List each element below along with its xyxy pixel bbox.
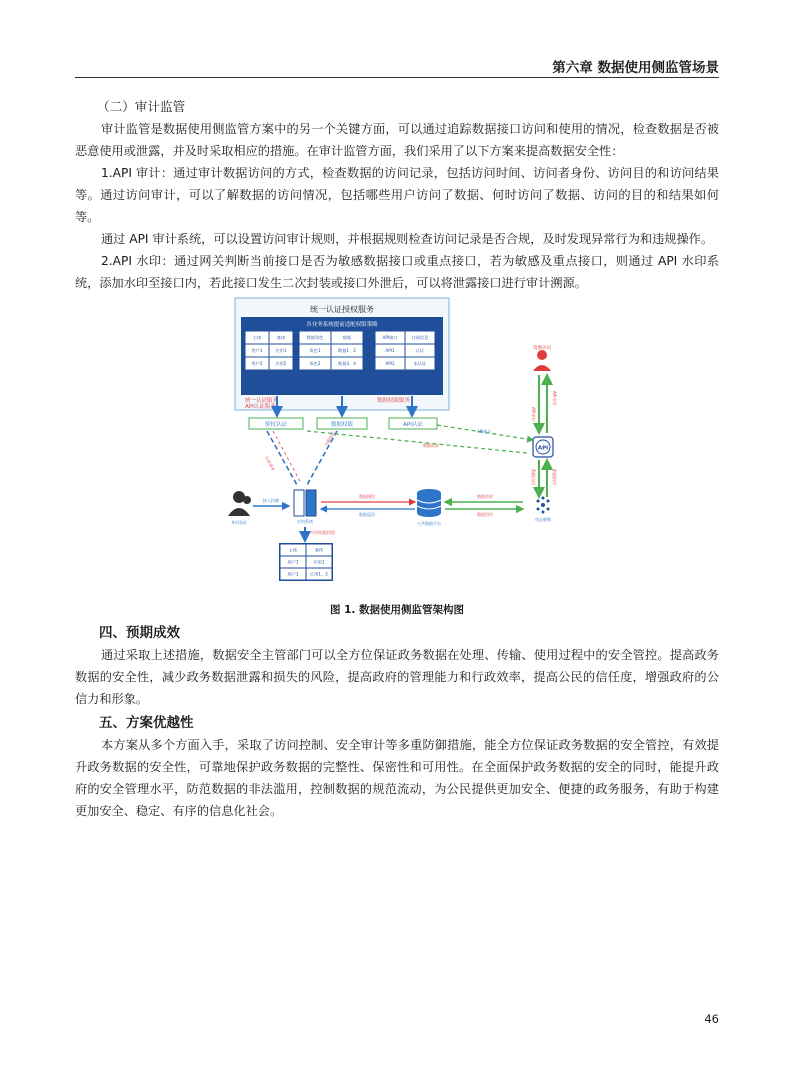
architecture-figure: [75, 297, 719, 597]
database-icon: [417, 489, 441, 517]
token-return-label: 令牌返回: [323, 430, 336, 448]
dynamic-masking-label: 动态脱敏: [535, 517, 551, 522]
paragraph: 通过采取上述措施，数据安全主管部门可以全方位保证政务数据在处理、传输、使用过程中的安全管控。提高政务数据的安全性，减少政务数据泄露和损失的风险，提高政府的管理能力和行政效率，提高公民的信任度，增强政府的公信力和形象。: [75, 648, 719, 706]
resource-access-label: 资源访问: [533, 346, 551, 351]
down-return-label: 数据回传: [552, 469, 557, 485]
app-auth-label: 鉴权认证: [264, 422, 288, 428]
api-watermark-label: API水印: [552, 391, 557, 406]
table-cell-text: 未认证: [413, 361, 427, 367]
api-auth-label: API认证: [403, 422, 423, 428]
service-api-label: API认证服务: [245, 404, 276, 410]
figure-caption: 图 1. 数据使用侧监管架构图: [329, 604, 465, 616]
user-verify-label: 身份验证: [231, 520, 247, 525]
auth-request-line: [267, 431, 297, 485]
table-cell-text: 角色2: [309, 361, 321, 367]
table-cell-text: 数据3、4: [338, 361, 356, 367]
paragraph: 通过 API 审计系统，可以设置访问审计规则，并根据规则检查访问记录是否合规，及时发现异常行为和违规操作。: [101, 232, 714, 246]
paragraph: 审计监管是数据使用侧监管方案中的另一个关键方面，可以通过追踪数据接口访问和使用的情况，检查数据是否被恶意使用或泄露，并及时采取相应的措施。在审计监管方面，我们采用了以下方案来提高数据安全性：: [75, 122, 719, 158]
api-interface-label: API接口: [477, 429, 492, 434]
api-gateway-label: API: [537, 445, 549, 452]
paragraph: 2.API 水印：通过网关判断当前接口是否为敏感数据接口或重点接口，若为敏感及重点接口，则通过 API 水印系统，添加水印至接口内，若此接口发生二次封装或接口外泄后，可以将泄露接口进行审计溯源。: [75, 254, 719, 290]
auth-service-title: 统一认证授权服务: [310, 305, 374, 314]
table-cell-text: 应用1: [275, 348, 287, 354]
person-body-icon: [533, 365, 551, 371]
table-cell-text: 主体: [252, 335, 262, 341]
table-cell-text: 用户2: [251, 361, 263, 367]
server-icon: [294, 490, 304, 516]
app-perm-label: 应用权限授权: [311, 530, 335, 535]
table-cell-text: API接口: [382, 335, 398, 341]
section-results-heading: 四、预期成效: [99, 625, 180, 641]
table-cell-text: 数据: [342, 335, 352, 341]
table-cell-text: 应用1: [313, 559, 325, 565]
header-divider: [75, 77, 719, 78]
paragraph: 本方案从多个方面入手，采取了访问控制、安全审计等多重防御措施，能全方位保证政务数据的安全管控，有效提升政务数据的安全性，可靠地保护政务数据的完整性、保密性和可用性。在全面保护政务数据的安全的同时，能提升政府的安全管理水平，防范数据的非法滥用，控制数据的规范流动，为公民提供更加安全、便捷的政务服务，有助于构建更加安全、稳定、有序的信息化社会。: [75, 738, 719, 818]
table-cell-text: API1: [385, 348, 395, 354]
auth-request-label: 认证请求: [264, 455, 277, 472]
table-cell-text: 主体: [288, 547, 298, 553]
data-return-label: 数据返回: [359, 512, 375, 517]
service-auth-label: 统一认证服务: [245, 398, 279, 404]
access-control-label: 接入控制: [263, 498, 279, 503]
table-cell-text: 客体: [276, 335, 286, 341]
policy-title: 各业务系统提前适配权限策略: [306, 322, 378, 328]
user-body-icon: [228, 508, 250, 516]
table-cell-text: 数据1、2: [338, 348, 356, 354]
section-audit-heading: （二）审计监管: [97, 99, 186, 114]
api-audit-label: API审计: [531, 407, 536, 422]
data-sync-label: 数据同步: [423, 443, 439, 448]
table-cell-text: API2: [385, 361, 395, 367]
table-cell-text: 认证: [415, 348, 425, 354]
table-cell-text: 用户1: [287, 559, 299, 565]
paragraph: 1.API 审计：通过审计数据访问的方式，检查数据的访问记录，包括访问时间、访问者身份、访问目的和访问结果等。通过访问审计，可以了解数据的访问情况，包括哪些用户访问了数据、何时访问了数据、访问的目的和结果如何等。: [75, 166, 719, 224]
down-access-label: 数据访问: [531, 469, 536, 485]
public-platform-label: 公共数据平台: [417, 521, 441, 526]
table-cell-text: 客体: [314, 547, 324, 553]
page-content: [75, 96, 719, 822]
architecture-diagram: [227, 297, 567, 597]
auth-request-line-red: [273, 431, 301, 483]
table-cell-text: 注册信息: [411, 335, 429, 341]
section-advantages-heading: 五、方案优越性: [99, 715, 194, 731]
data-response-label: 数据回传: [477, 512, 493, 517]
user-icon-2: [243, 496, 251, 504]
table-cell-text: 应用1、2: [310, 571, 328, 577]
table-cell-text: 用户1: [287, 571, 299, 577]
page-number: 46: [704, 1012, 719, 1026]
table-cell-text: 用户1: [251, 348, 263, 354]
table-cell-text: 应用2: [275, 361, 287, 367]
table-cell-text: 数据角色: [306, 335, 324, 341]
person-icon: [537, 350, 547, 360]
data-request-label: 数据请求: [477, 494, 493, 499]
server-icon: [306, 490, 316, 516]
data-call-label: 数据调用: [359, 494, 375, 499]
dynamic-masking-icon: [537, 497, 550, 514]
chapter-header: 第六章 数据使用侧监管场景: [552, 60, 719, 76]
table-cell-text: 角色1: [309, 348, 321, 354]
app-system-label: 应用系统: [297, 519, 313, 524]
service-perm-label: 数据权限服务: [377, 398, 411, 404]
auth-return-line: [307, 431, 337, 485]
data-perm-label: 数据权限: [330, 422, 354, 428]
